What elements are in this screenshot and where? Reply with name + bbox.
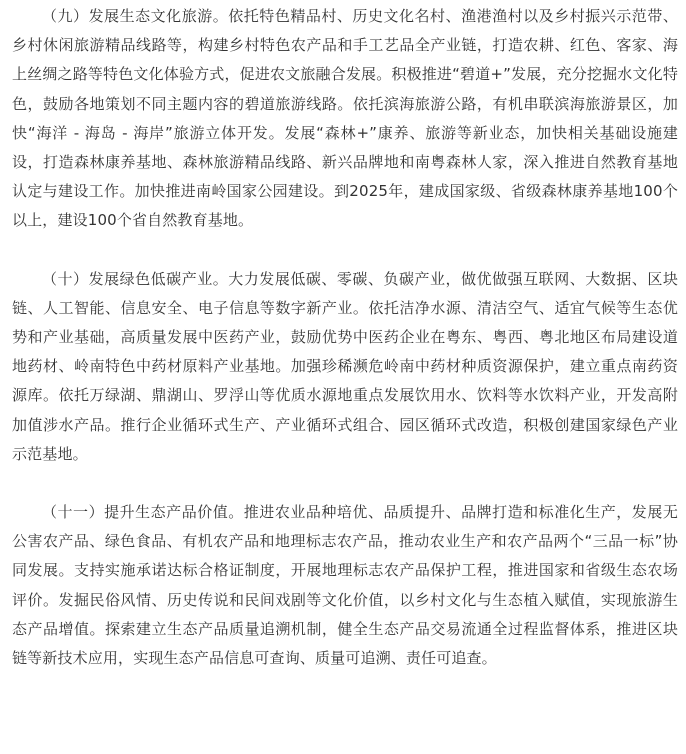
paragraph-eco-cultural-tourism: （九）发展生态文化旅游。依托特色精品村、历史文化名村、渔港渔村以及乡村振兴示范带、乡村休闲旅游精品线路等，构建乡村特色农产品和手工艺品全产业链，打造农耕、红色、客家、海上丝绸之路等特色文化体验方式，促进农文旅融合发展。积极推进“碧道+”发展，充分挖掘水文化特色，鼓励各地策划不同主题内容的碧道旅游线路。依托滨海旅游公路，有机串联滨海旅游景区，加快“海洋 - 海岛 - 海岸”旅游立体开发。发展“森林+”康养、旅游等新业态，加快相关基础设施建设，打造森林康养基地、森林旅游精品线路、新兴品牌地和南粤森林人家，深入推进自然教育基地认定与建设工作。加快推进南岭国家公园建设。到2025年，建成国家级、省级森林康养基地100个以上，建设100个省自然教育基地。 (12, 7, 678, 230)
document-body (12, 0, 678, 673)
paragraph-green-low-carbon-industry: （十）发展绿色低碳产业。大力发展低碳、零碳、负碳产业，做优做强互联网、大数据、区块链、人工智能、信息安全、电子信息等数字新产业。依托洁净水源、清洁空气、适宜气候等生态优势和产业基础，高质量发展中医药产业，鼓励优势中医药企业在粤东、粤西、粤北地区布局建设道地药材、岭南特色中药材原料产业基地。加强珍稀濒危岭南中药材种质资源保护，建立重点南药资源库。依托万绿湖、鼎湖山、罗浮山等优质水源地重点发展饮用水、饮料等水饮料产业，开发高附加值涉水产品。推行企业循环式生产、产业循环式组合、园区循环式改造，积极创建国家绿色产业示范基地。 (12, 269, 678, 463)
paragraph-eco-product-value: （十一）提升生态产品价值。推进农业品种培优、品质提升、品牌打造和标准化生产，发展无公害农产品、绿色食品、有机农产品和地理标志农产品，推动农业生产和农产品两个“三品一标”协同发展。支持实施承诺达标合格证制度，开展地理标志农产品保护工程，推进国家和省级生态农场评价。发掘民俗风情、历史传说和民间戏剧等文化价值，以乡村文化与生态植入赋值，实现旅游生态产品增值。探索建立生态产品质量追溯机制，健全生态产品交易流通全过程监督体系，推进区块链等新技术应用，实现生态产品信息可查询、质量可追溯、责任可追查。 (12, 503, 678, 668)
